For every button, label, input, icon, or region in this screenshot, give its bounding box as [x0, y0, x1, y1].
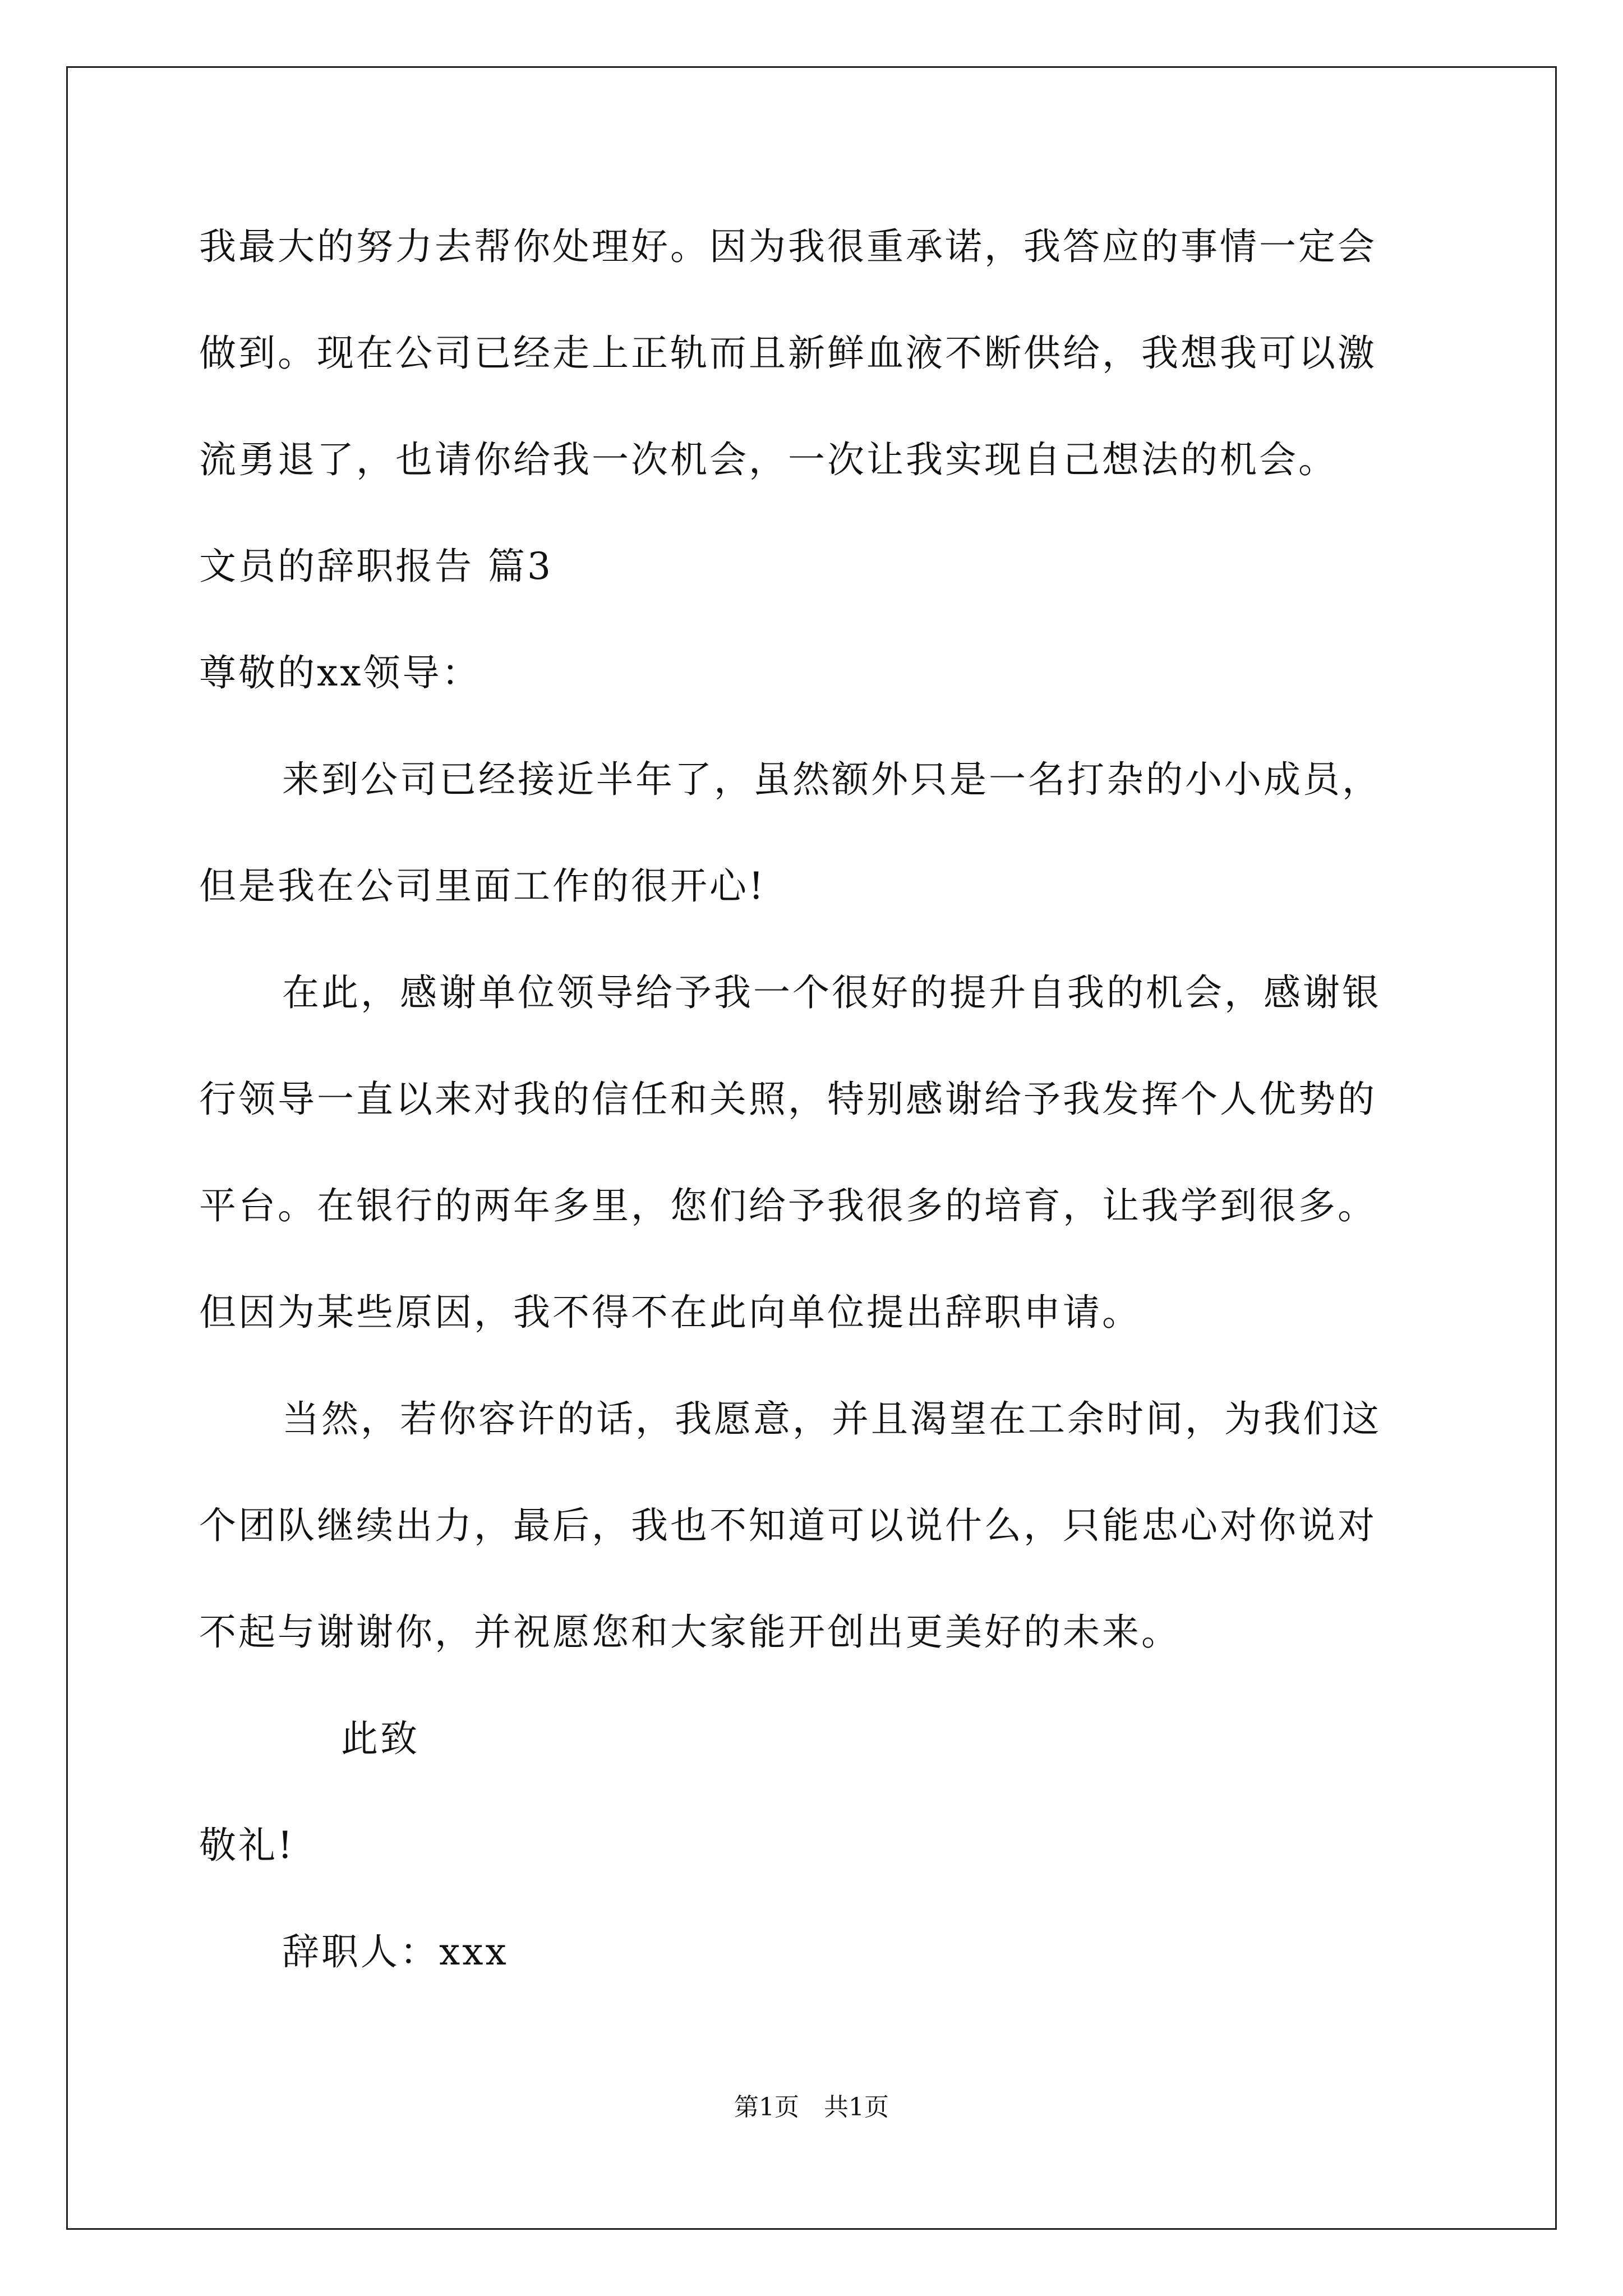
section-heading: 文员的辞职报告 篇3 [199, 545, 553, 588]
paragraph-line: 行领导一直以来对我的信任和关照，特别感谢给予我发挥个人优势的 [199, 1078, 1377, 1121]
paragraph-line: 不起与谢谢你，并祝愿您和大家能开创出更美好的未来。 [199, 1611, 1181, 1654]
body-line: 流勇退了，也请你给我一次机会，一次让我实现自己想法的机会。 [199, 438, 1338, 481]
page-total: 共1页 [824, 2093, 889, 2122]
body-line: 我最大的努力去帮你处理好。因为我很重承诺，我答应的事情一定会 [199, 225, 1377, 268]
paragraph-line: 在此，感谢单位领导给予我一个很好的提升自我的机会，感谢银 [282, 971, 1381, 1014]
page-number: 第1页 [734, 2093, 799, 2122]
paragraph-line: 但因为某些原因，我不得不在此向单位提出辞职申请。 [199, 1291, 1141, 1334]
page-footer [0, 2092, 1623, 2123]
salutation: 尊敬的xx领导： [199, 651, 481, 694]
closing-salute: 敬礼! [199, 1824, 295, 1867]
paragraph-line: 当然，若你容许的话，我愿意，并且渴望在工余时间，为我们这 [282, 1397, 1381, 1441]
paragraph-line: 来到公司已经接近半年了，虽然额外只是一名打杂的小小成员， [282, 758, 1381, 801]
paragraph-line: 个团队继续出力，最后，我也不知道可以说什么，只能忠心对你说对 [199, 1504, 1377, 1547]
signature-line: 辞职人：xxx [282, 1930, 509, 1973]
paragraph-line: 平台。在银行的两年多里，您们给予我很多的培育，让我学到很多。 [199, 1184, 1377, 1227]
body-line: 做到。现在公司已经走上正轨而且新鲜血液不断供给，我想我可以激 [199, 332, 1377, 375]
closing-line: 此致 [341, 1717, 419, 1760]
page-border [66, 66, 1557, 2230]
paragraph-line: 但是我在公司里面工作的很开心! [199, 864, 766, 908]
